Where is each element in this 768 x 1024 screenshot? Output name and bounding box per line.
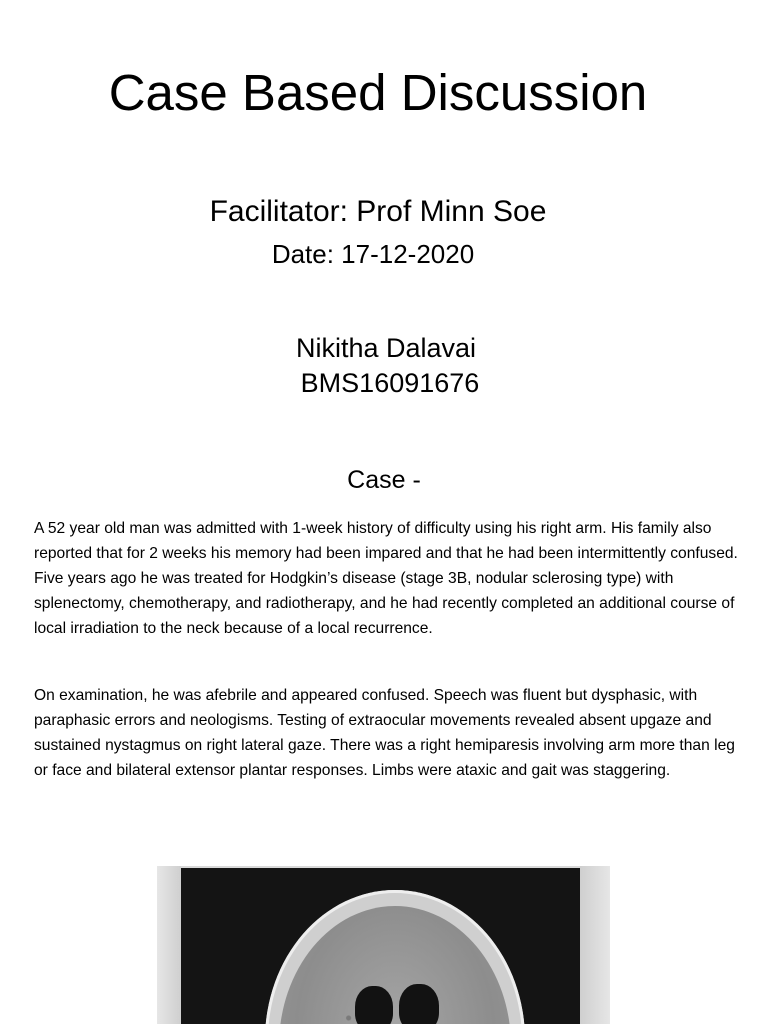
case-history-paragraph: A 52 year old man was admitted with 1-week history of difficulty using his right arm. His family also reported that for 2 weeks his memory had been impared and that he had been intermittently confused. Five years ago he was treated for Hodgkin’s disease (stage 3B, nodular sclerosing type) with splenectomy, chemotherapy, and radiotherapy, and he had recently completed an additional course of local irradiation to the neck because of a local recurrence.: [34, 520, 738, 637]
presenter-id: BMS16091676: [300, 368, 480, 398]
scan-background: [181, 868, 581, 1024]
examination-paragraph: On examination, he was afebrile and appeared confused. Speech was fluent but dysphasic, with paraphasic errors and neologisms. Testing of extraocular movements revealed absent upgaze and sustained nystagmus on right lateral gaze. There was a right hemiparesis involving arm more than leg or face and bilateral extensor plantar responses. Limbs were ataxic and gait was staggering.: [34, 687, 735, 779]
scan-ventricle-left: [355, 986, 393, 1024]
scan-border-left: [157, 866, 181, 1024]
ct-scan-image: [157, 866, 610, 1024]
case-heading: Case -: [347, 466, 421, 494]
scan-border-right: [580, 866, 610, 1024]
scan-ventricle-right: [399, 984, 439, 1024]
date-line: Date: 17-12-2020: [271, 239, 475, 269]
document-title: Case Based Discussion: [108, 64, 648, 121]
facilitator-line: Facilitator: Prof Minn Soe: [209, 195, 547, 228]
presenter-name: Nikitha Dalavai: [295, 333, 477, 363]
